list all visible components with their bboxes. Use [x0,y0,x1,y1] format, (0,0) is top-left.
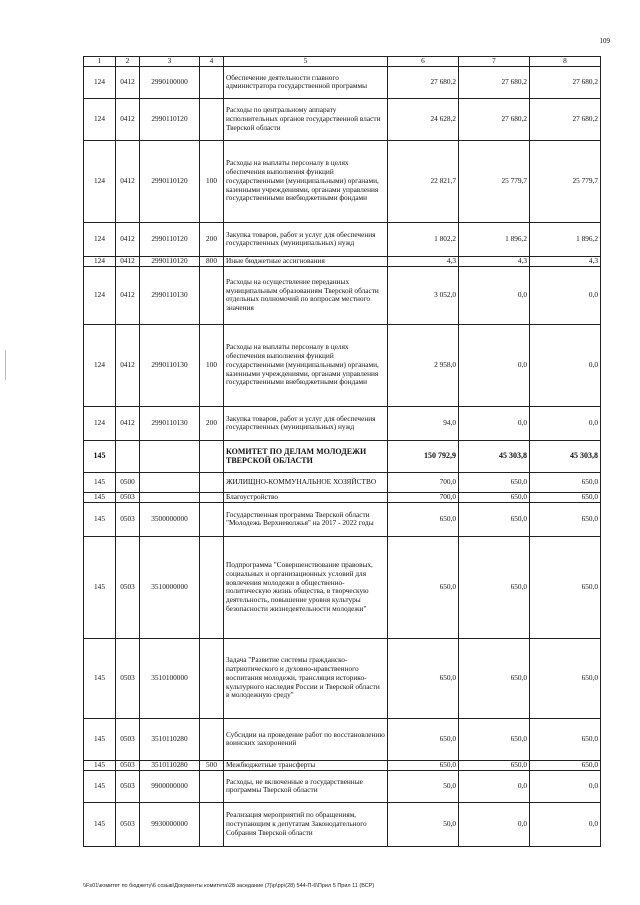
amount-year3-cell: 27 680,2 [530,98,601,140]
amount-year2-cell: 650,0 [459,492,530,502]
header-cell: 1 [84,57,116,67]
expense-type-cell [200,66,224,98]
admin-code-cell: 145 [84,492,116,502]
admin-code-cell: 124 [84,266,116,324]
expense-type-cell: 100 [200,324,224,406]
table-row [84,66,601,98]
admin-code-cell: 124 [84,324,116,406]
amount-year3-cell: 0,0 [530,266,601,324]
table-row [84,406,601,440]
section-code-cell: 0503 [116,770,140,802]
amount-year1-cell: 2 958,0 [388,324,459,406]
table-row [84,492,601,502]
header-cell: 7 [459,57,530,67]
expense-type-cell [200,492,224,502]
section-code-cell: 0412 [116,256,140,266]
table-row [84,802,601,846]
expense-type-cell [200,472,224,492]
target-article-cell [140,472,200,492]
target-article-cell: 3500000000 [140,502,200,536]
amount-year1-cell: 50,0 [388,802,459,846]
expense-type-cell: 500 [200,760,224,770]
admin-code-cell: 124 [84,140,116,222]
admin-code-cell: 145 [84,440,116,472]
amount-year2-cell: 650,0 [459,638,530,718]
description-cell: Межбюджетные трансферты [224,760,388,770]
target-article-cell: 2990110120 [140,256,200,266]
expense-type-cell [200,440,224,472]
amount-year2-cell: 0,0 [459,770,530,802]
target-article-cell: 2990100000 [140,66,200,98]
target-article-cell: 3510100000 [140,638,200,718]
amount-year1-cell: 650,0 [388,760,459,770]
description-cell: Расходы, не включенные в государственные программы Тверской области [224,770,388,802]
description-cell: Расходы на осуществление переданных муниципальным образованиям Тверской области отдельных полномочий по вопросам местного значения [224,266,388,324]
description-cell: Обеспечение деятельности главного администратора государственной программы [224,66,388,98]
expense-type-cell [200,536,224,638]
table-row [84,266,601,324]
admin-code-cell: 145 [84,718,116,760]
header-row [84,57,601,67]
description-cell: Закупка товаров, работ и услуг для обеспечения государственных (муниципальных) нужд [224,406,388,440]
amount-year1-cell: 650,0 [388,718,459,760]
target-article-cell: 9900000000 [140,770,200,802]
target-article-cell: 2990110120 [140,222,200,256]
section-code-cell: 0503 [116,802,140,846]
description-cell: Субсидии на проведение работ по восстановлению воинских захоронений [224,718,388,760]
header-cell: 5 [224,57,388,67]
amount-year2-cell: 45 303,8 [459,440,530,472]
admin-code-cell: 145 [84,760,116,770]
admin-code-cell: 124 [84,256,116,266]
description-cell: Расходы на выплаты персоналу в целях обеспечения выполнения функций государственными (муниципальными) органами, казенными учреждениями, органами управления государственными внебюджетными фондами [224,324,388,406]
amount-year3-cell: 650,0 [530,502,601,536]
admin-code-cell: 145 [84,502,116,536]
amount-year3-cell: 1 896,2 [530,222,601,256]
amount-year1-cell: 700,0 [388,492,459,502]
header-cell: 4 [200,57,224,67]
section-code-cell: 0412 [116,98,140,140]
target-article-cell: 9930000000 [140,802,200,846]
admin-code-cell: 124 [84,222,116,256]
amount-year1-cell: 3 052,0 [388,266,459,324]
expense-type-cell [200,266,224,324]
target-article-cell: 3510110280 [140,718,200,760]
amount-year3-cell: 0,0 [530,406,601,440]
description-cell: Расходы на выплаты персоналу в целях обеспечения выполнения функций государственными (муниципальными) органами, казенными учреждениями, органами управления государственными внебюджетными фондами [224,140,388,222]
target-article-cell: 3510110280 [140,760,200,770]
table-row [84,440,601,472]
table-row [84,536,601,638]
amount-year3-cell: 0,0 [530,324,601,406]
description-cell: Закупка товаров, работ и услуг для обеспечения государственных (муниципальных) нужд [224,222,388,256]
amount-year1-cell: 27 680,2 [388,66,459,98]
amount-year1-cell: 150 792,9 [388,440,459,472]
amount-year3-cell: 0,0 [530,802,601,846]
expense-type-cell: 800 [200,256,224,266]
section-code-cell: 0503 [116,718,140,760]
scan-margin-mark [5,350,6,380]
expense-type-cell [200,638,224,718]
admin-code-cell: 145 [84,536,116,638]
target-article-cell: 2990110120 [140,98,200,140]
target-article-cell: 3510000000 [140,536,200,638]
table-row [84,256,601,266]
table-row [84,472,601,492]
section-code-cell: 0503 [116,536,140,638]
description-cell: Иные бюджетные ассигнования [224,256,388,266]
target-article-cell: 2990110130 [140,324,200,406]
section-code-cell [116,440,140,472]
expense-type-cell: 200 [200,406,224,440]
amount-year2-cell: 0,0 [459,406,530,440]
expense-type-cell: 200 [200,222,224,256]
amount-year1-cell: 50,0 [388,770,459,802]
description-cell: КОМИТЕТ ПО ДЕЛАМ МОЛОДЕЖИ ТВЕРСКОЙ ОБЛАСТИ [224,440,388,472]
section-code-cell: 0412 [116,222,140,256]
target-article-cell: 2990110130 [140,406,200,440]
expense-type-cell [200,98,224,140]
amount-year2-cell: 4,3 [459,256,530,266]
amount-year3-cell: 650,0 [530,638,601,718]
amount-year2-cell: 0,0 [459,266,530,324]
expense-type-cell [200,718,224,760]
amount-year1-cell: 94,0 [388,406,459,440]
budget-table [83,56,601,847]
amount-year1-cell: 24 628,2 [388,98,459,140]
admin-code-cell: 124 [84,406,116,440]
table-row [84,140,601,222]
section-code-cell: 0412 [116,324,140,406]
amount-year3-cell: 4,3 [530,256,601,266]
amount-year2-cell: 25 779,7 [459,140,530,222]
target-article-cell: 2990110130 [140,266,200,324]
description-cell: Благоустройство [224,492,388,502]
amount-year3-cell: 650,0 [530,536,601,638]
amount-year3-cell: 45 303,8 [530,440,601,472]
table-row [84,718,601,760]
target-article-cell: 2990110120 [140,140,200,222]
amount-year3-cell: 650,0 [530,718,601,760]
description-cell: Подпрограмма "Совершенствование правовых, социальных и организационных условий для вовлечения молодежи в общественно-политическую жизнь общества, в творческую деятельность, повышение уровня культуры безопасности жизнедеятельности молодежи" [224,536,388,638]
table-row [84,324,601,406]
amount-year2-cell: 1 896,2 [459,222,530,256]
amount-year2-cell: 650,0 [459,502,530,536]
header-cell: 2 [116,57,140,67]
description-cell: Задача "Развитие системы гражданско-патриотического и духовно-нравственного воспитания молодежи, трансляция историко-культурного наследия России и Тверской области в молодежную среду" [224,638,388,718]
amount-year1-cell: 650,0 [388,536,459,638]
footer-file-path: \\Fs01\комитет по бюджету\6 созыв\Документы комитета\28 заседание (7)\р\рр\(28) 544-П-6\Прил 5 Прил 11 (ВСР) [83,883,375,889]
amount-year2-cell: 650,0 [459,472,530,492]
expense-type-cell [200,502,224,536]
amount-year1-cell: 22 821,7 [388,140,459,222]
header-cell: 8 [530,57,601,67]
amount-year1-cell: 700,0 [388,472,459,492]
table-row [84,770,601,802]
expense-type-cell [200,802,224,846]
target-article-cell [140,440,200,472]
description-cell: Расходы по центральному аппарату исполнительных органов государственной власти Тверской области [224,98,388,140]
section-code-cell: 0503 [116,760,140,770]
amount-year3-cell: 650,0 [530,492,601,502]
admin-code-cell: 124 [84,98,116,140]
expense-type-cell: 100 [200,140,224,222]
description-cell: ЖИЛИЩНО-КОММУНАЛЬНОЕ ХОЗЯЙСТВО [224,472,388,492]
amount-year3-cell: 25 779,7 [530,140,601,222]
amount-year2-cell: 650,0 [459,536,530,638]
table-row [84,760,601,770]
table-row [84,98,601,140]
section-code-cell: 0503 [116,502,140,536]
amount-year1-cell: 650,0 [388,638,459,718]
target-article-cell [140,492,200,502]
amount-year3-cell: 650,0 [530,472,601,492]
amount-year2-cell: 27 680,2 [459,98,530,140]
admin-code-cell: 145 [84,638,116,718]
expense-type-cell [200,770,224,802]
amount-year1-cell: 1 802,2 [388,222,459,256]
description-cell: Реализация мероприятий по обращениям, поступающим к депутатам Законодательного Собрания Тверской области [224,802,388,846]
amount-year2-cell: 27 680,2 [459,66,530,98]
section-code-cell: 0412 [116,406,140,440]
amount-year3-cell: 27 680,2 [530,66,601,98]
admin-code-cell: 145 [84,802,116,846]
admin-code-cell: 145 [84,472,116,492]
amount-year2-cell: 650,0 [459,718,530,760]
section-code-cell: 0503 [116,492,140,502]
amount-year3-cell: 650,0 [530,760,601,770]
section-code-cell: 0412 [116,140,140,222]
section-code-cell: 0500 [116,472,140,492]
table-row [84,638,601,718]
amount-year2-cell: 0,0 [459,802,530,846]
description-cell: Государственная программа Тверской области "Молодежь Верхневолжья" на 2017 - 2022 годы [224,502,388,536]
amount-year3-cell: 0,0 [530,770,601,802]
admin-code-cell: 145 [84,770,116,802]
page-number: 109 [599,37,610,45]
section-code-cell: 0412 [116,66,140,98]
section-code-cell: 0503 [116,638,140,718]
table-row [84,502,601,536]
amount-year2-cell: 0,0 [459,324,530,406]
amount-year2-cell: 650,0 [459,760,530,770]
header-cell: 3 [140,57,200,67]
amount-year1-cell: 650,0 [388,502,459,536]
table-row [84,222,601,256]
header-cell: 6 [388,57,459,67]
section-code-cell: 0412 [116,266,140,324]
amount-year1-cell: 4,3 [388,256,459,266]
admin-code-cell: 124 [84,66,116,98]
